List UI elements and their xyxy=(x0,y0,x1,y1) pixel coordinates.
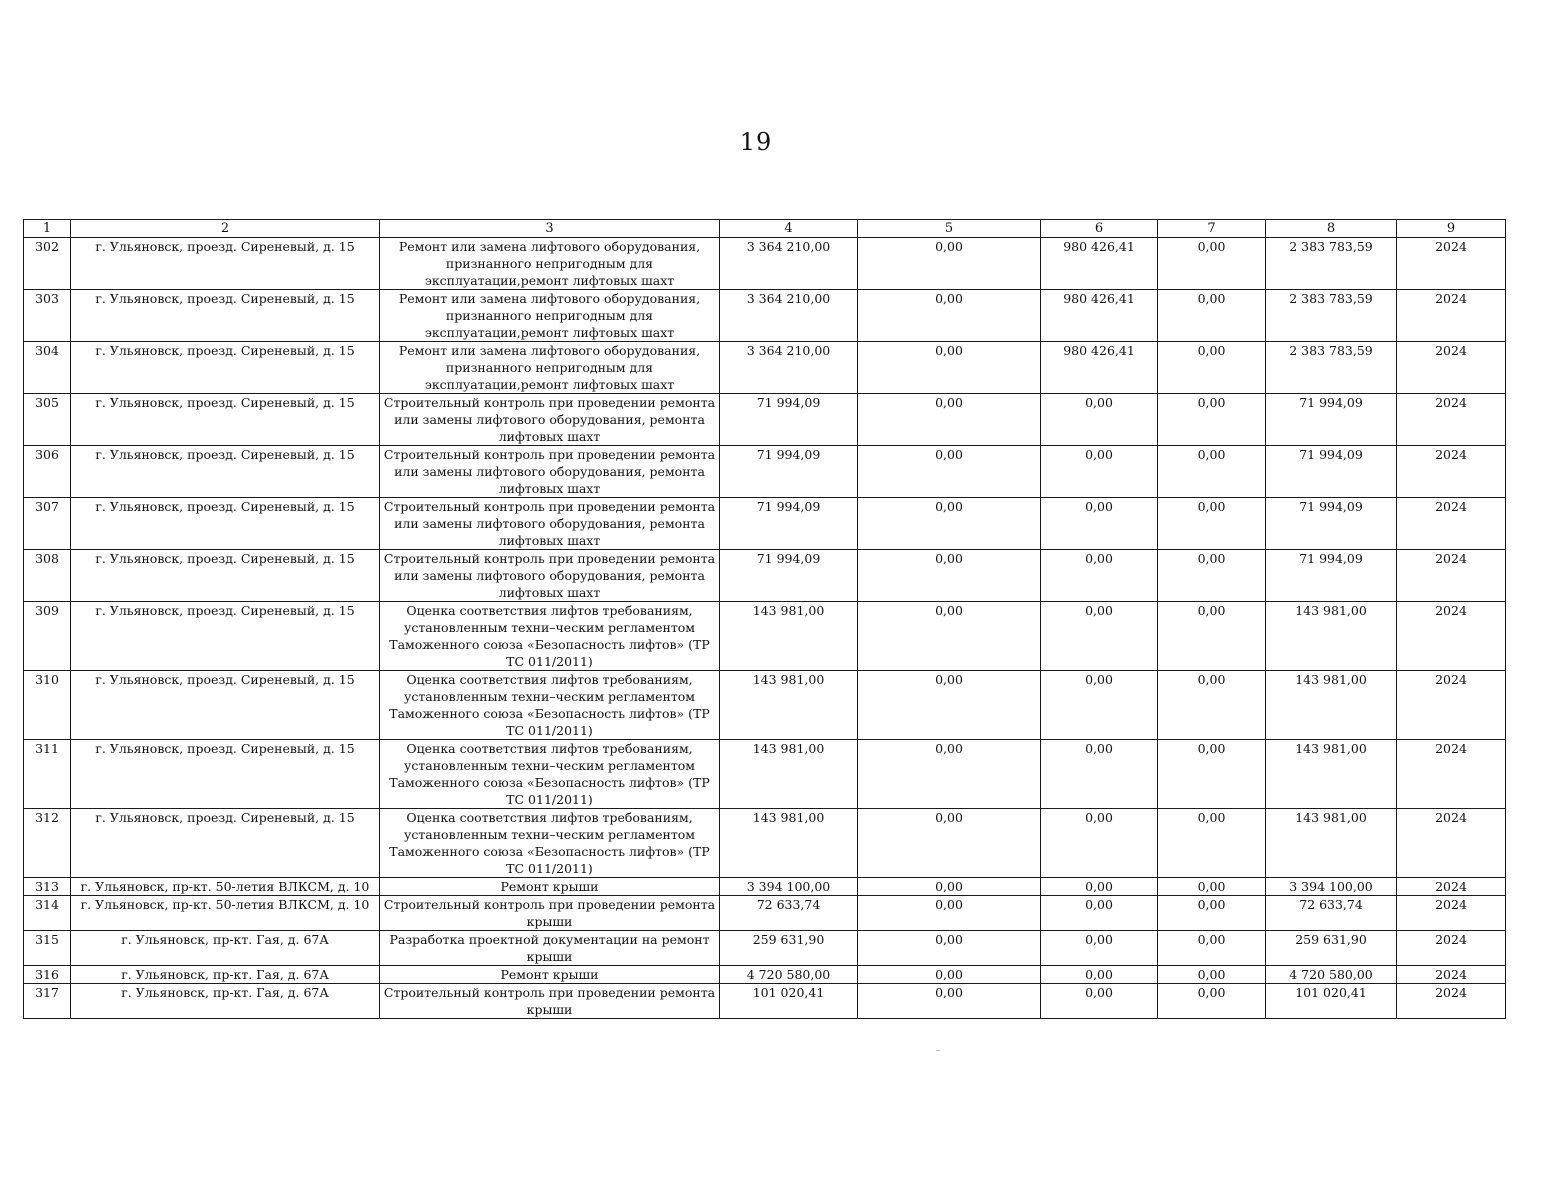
value-cell: 0,00 xyxy=(1158,878,1266,896)
value-cell: 0,00 xyxy=(1041,602,1158,671)
value-cell: 0,00 xyxy=(1041,446,1158,498)
year-cell: 2024 xyxy=(1397,878,1506,896)
table-row xyxy=(24,809,1506,878)
value-cell: 0,00 xyxy=(858,878,1041,896)
value-cell: 0,00 xyxy=(858,966,1041,984)
value-cell: 3 364 210,00 xyxy=(720,342,858,394)
year-cell: 2024 xyxy=(1397,896,1506,931)
value-cell: 0,00 xyxy=(1041,896,1158,931)
column-header: 7 xyxy=(1158,220,1266,238)
value-cell: 143 981,00 xyxy=(720,809,858,878)
year-cell: 2024 xyxy=(1397,394,1506,446)
value-cell: 101 020,41 xyxy=(720,984,858,1019)
value-cell: 0,00 xyxy=(1041,878,1158,896)
table-row xyxy=(24,550,1506,602)
value-cell: 0,00 xyxy=(1041,809,1158,878)
table-row xyxy=(24,290,1506,342)
table-row xyxy=(24,740,1506,809)
table-row xyxy=(24,931,1506,966)
value-cell: 0,00 xyxy=(1158,671,1266,740)
value-cell: 0,00 xyxy=(1041,966,1158,984)
value-cell: 3 394 100,00 xyxy=(720,878,858,896)
address-cell: г. Ульяновск, проезд. Сиреневый, д. 15 xyxy=(71,602,380,671)
address-cell: г. Ульяновск, проезд. Сиреневый, д. 15 xyxy=(71,238,380,290)
address-cell: г. Ульяновск, проезд. Сиреневый, д. 15 xyxy=(71,446,380,498)
row-number: 307 xyxy=(24,498,71,550)
address-cell: г. Ульяновск, пр-кт. Гая, д. 67А xyxy=(71,984,380,1019)
value-cell: 0,00 xyxy=(858,671,1041,740)
value-cell: 0,00 xyxy=(858,342,1041,394)
value-cell: 0,00 xyxy=(858,238,1041,290)
value-cell: 0,00 xyxy=(1158,602,1266,671)
value-cell: 143 981,00 xyxy=(1266,602,1397,671)
work-type-cell: Ремонт крыши xyxy=(380,878,720,896)
value-cell: 0,00 xyxy=(1158,446,1266,498)
column-header: 2 xyxy=(71,220,380,238)
column-header: 9 xyxy=(1397,220,1506,238)
value-cell: 980 426,41 xyxy=(1041,290,1158,342)
value-cell: 0,00 xyxy=(858,394,1041,446)
work-type-cell: Ремонт или замена лифтового оборудования, признанного непригодным для эксплуатации,ремонт лифтовых шахт xyxy=(380,238,720,290)
address-cell: г. Ульяновск, проезд. Сиреневый, д. 15 xyxy=(71,342,380,394)
column-header: 3 xyxy=(380,220,720,238)
value-cell: 143 981,00 xyxy=(720,602,858,671)
value-cell: 0,00 xyxy=(1041,550,1158,602)
value-cell: 259 631,90 xyxy=(1266,931,1397,966)
value-cell: 0,00 xyxy=(858,498,1041,550)
value-cell: 0,00 xyxy=(1041,740,1158,809)
address-cell: г. Ульяновск, проезд. Сиреневый, д. 15 xyxy=(71,290,380,342)
table-row xyxy=(24,342,1506,394)
value-cell: 259 631,90 xyxy=(720,931,858,966)
value-cell: 143 981,00 xyxy=(1266,740,1397,809)
table-row xyxy=(24,394,1506,446)
year-cell: 2024 xyxy=(1397,671,1506,740)
value-cell: 2 383 783,59 xyxy=(1266,342,1397,394)
address-cell: г. Ульяновск, проезд. Сиреневый, д. 15 xyxy=(71,809,380,878)
work-type-cell: Строительный контроль при проведении ремонта крыши xyxy=(380,984,720,1019)
value-cell: 143 981,00 xyxy=(1266,671,1397,740)
row-number: 304 xyxy=(24,342,71,394)
value-cell: 0,00 xyxy=(1158,740,1266,809)
year-cell: 2024 xyxy=(1397,966,1506,984)
row-number: 305 xyxy=(24,394,71,446)
year-cell: 2024 xyxy=(1397,984,1506,1019)
table-row xyxy=(24,238,1506,290)
row-number: 314 xyxy=(24,896,71,931)
value-cell: 0,00 xyxy=(1041,394,1158,446)
value-cell: 143 981,00 xyxy=(720,740,858,809)
value-cell: 72 633,74 xyxy=(720,896,858,931)
work-type-cell: Оценка соответствия лифтов требованиям, установленным техни–ческим регламентом Таможенного союза «Безопасность лифтов» (ТР ТС 011/2011) xyxy=(380,740,720,809)
value-cell: 0,00 xyxy=(858,740,1041,809)
work-type-cell: Строительный контроль при проведении ремонта или замены лифтового оборудования, ремонта лифтовых шахт xyxy=(380,550,720,602)
value-cell: 0,00 xyxy=(858,809,1041,878)
address-cell: г. Ульяновск, пр-кт. 50-летия ВЛКСМ, д. 10 xyxy=(71,896,380,931)
value-cell: 3 394 100,00 xyxy=(1266,878,1397,896)
row-number: 312 xyxy=(24,809,71,878)
value-cell: 72 633,74 xyxy=(1266,896,1397,931)
row-number: 317 xyxy=(24,984,71,1019)
work-type-cell: Ремонт крыши xyxy=(380,966,720,984)
value-cell: 0,00 xyxy=(1158,238,1266,290)
value-cell: 71 994,09 xyxy=(1266,446,1397,498)
address-cell: г. Ульяновск, проезд. Сиреневый, д. 15 xyxy=(71,498,380,550)
work-type-cell: Разработка проектной документации на ремонт крыши xyxy=(380,931,720,966)
column-header: 1 xyxy=(24,220,71,238)
year-cell: 2024 xyxy=(1397,498,1506,550)
address-cell: г. Ульяновск, пр-кт. 50-летия ВЛКСМ, д. 10 xyxy=(71,878,380,896)
value-cell: 143 981,00 xyxy=(720,671,858,740)
value-cell: 101 020,41 xyxy=(1266,984,1397,1019)
year-cell: 2024 xyxy=(1397,809,1506,878)
value-cell: 0,00 xyxy=(858,290,1041,342)
column-header: 5 xyxy=(858,220,1041,238)
value-cell: 0,00 xyxy=(858,602,1041,671)
row-number: 306 xyxy=(24,446,71,498)
value-cell: 71 994,09 xyxy=(1266,550,1397,602)
address-cell: г. Ульяновск, пр-кт. Гая, д. 67А xyxy=(71,966,380,984)
year-cell: 2024 xyxy=(1397,550,1506,602)
address-cell: г. Ульяновск, проезд. Сиреневый, д. 15 xyxy=(71,671,380,740)
address-cell: г. Ульяновск, пр-кт. Гая, д. 67А xyxy=(71,931,380,966)
year-cell: 2024 xyxy=(1397,290,1506,342)
value-cell: 0,00 xyxy=(1158,394,1266,446)
table-row xyxy=(24,966,1506,984)
value-cell: 0,00 xyxy=(858,550,1041,602)
address-cell: г. Ульяновск, проезд. Сиреневый, д. 15 xyxy=(71,550,380,602)
column-header: 6 xyxy=(1041,220,1158,238)
row-number: 309 xyxy=(24,602,71,671)
value-cell: 0,00 xyxy=(858,896,1041,931)
value-cell: 2 383 783,59 xyxy=(1266,238,1397,290)
year-cell: 2024 xyxy=(1397,446,1506,498)
value-cell: 71 994,09 xyxy=(720,498,858,550)
year-cell: 2024 xyxy=(1397,931,1506,966)
value-cell: 0,00 xyxy=(858,931,1041,966)
table-row xyxy=(24,984,1506,1019)
value-cell: 2 383 783,59 xyxy=(1266,290,1397,342)
value-cell: 0,00 xyxy=(1158,966,1266,984)
value-cell: 0,00 xyxy=(1158,290,1266,342)
table-row xyxy=(24,896,1506,931)
table-row xyxy=(24,671,1506,740)
repair-program-table xyxy=(23,219,1506,1019)
value-cell: 0,00 xyxy=(1158,931,1266,966)
row-number: 303 xyxy=(24,290,71,342)
work-type-cell: Строительный контроль при проведении ремонта или замены лифтового оборудования, ремонта лифтовых шахт xyxy=(380,498,720,550)
value-cell: 0,00 xyxy=(1041,931,1158,966)
work-type-cell: Строительный контроль при проведении ремонта крыши xyxy=(380,896,720,931)
value-cell: 980 426,41 xyxy=(1041,238,1158,290)
address-cell: г. Ульяновск, проезд. Сиреневый, д. 15 xyxy=(71,740,380,809)
value-cell: 4 720 580,00 xyxy=(720,966,858,984)
value-cell: 71 994,09 xyxy=(720,446,858,498)
year-cell: 2024 xyxy=(1397,602,1506,671)
value-cell: 3 364 210,00 xyxy=(720,290,858,342)
value-cell: 3 364 210,00 xyxy=(720,238,858,290)
year-cell: 2024 xyxy=(1397,342,1506,394)
row-number: 316 xyxy=(24,966,71,984)
row-number: 302 xyxy=(24,238,71,290)
address-cell: г. Ульяновск, проезд. Сиреневый, д. 15 xyxy=(71,394,380,446)
year-cell: 2024 xyxy=(1397,740,1506,809)
work-type-cell: Ремонт или замена лифтового оборудования, признанного непригодным для эксплуатации,ремонт лифтовых шахт xyxy=(380,342,720,394)
value-cell: 71 994,09 xyxy=(1266,498,1397,550)
value-cell: 0,00 xyxy=(1158,342,1266,394)
value-cell: 980 426,41 xyxy=(1041,342,1158,394)
work-type-cell: Ремонт или замена лифтового оборудования, признанного непригодным для эксплуатации,ремонт лифтовых шахт xyxy=(380,290,720,342)
row-number: 311 xyxy=(24,740,71,809)
value-cell: 0,00 xyxy=(858,446,1041,498)
work-type-cell: Оценка соответствия лифтов требованиям, установленным техни–ческим регламентом Таможенного союза «Безопасность лифтов» (ТР ТС 011/2011) xyxy=(380,602,720,671)
column-header: 4 xyxy=(720,220,858,238)
value-cell: 4 720 580,00 xyxy=(1266,966,1397,984)
row-number: 315 xyxy=(24,931,71,966)
year-cell: 2024 xyxy=(1397,238,1506,290)
value-cell: 71 994,09 xyxy=(1266,394,1397,446)
value-cell: 71 994,09 xyxy=(720,550,858,602)
work-type-cell: Оценка соответствия лифтов требованиям, установленным техни–ческим регламентом Таможенного союза «Безопасность лифтов» (ТР ТС 011/2011) xyxy=(380,671,720,740)
table-row xyxy=(24,602,1506,671)
row-number: 313 xyxy=(24,878,71,896)
work-type-cell: Строительный контроль при проведении ремонта или замены лифтового оборудования, ремонта лифтовых шахт xyxy=(380,446,720,498)
row-number: 308 xyxy=(24,550,71,602)
column-header: 8 xyxy=(1266,220,1397,238)
value-cell: 71 994,09 xyxy=(720,394,858,446)
value-cell: 143 981,00 xyxy=(1266,809,1397,878)
row-number: 310 xyxy=(24,671,71,740)
table-header-row xyxy=(24,220,1506,238)
table-row xyxy=(24,446,1506,498)
value-cell: 0,00 xyxy=(1158,809,1266,878)
table-row xyxy=(24,498,1506,550)
value-cell: 0,00 xyxy=(1158,550,1266,602)
page-number: 19 xyxy=(739,128,773,156)
value-cell: 0,00 xyxy=(1158,984,1266,1019)
table-row xyxy=(24,878,1506,896)
work-type-cell: Оценка соответствия лифтов требованиям, установленным техни–ческим регламентом Таможенного союза «Безопасность лифтов» (ТР ТС 011/2011) xyxy=(380,809,720,878)
value-cell: 0,00 xyxy=(1158,896,1266,931)
value-cell: 0,00 xyxy=(1041,984,1158,1019)
value-cell: 0,00 xyxy=(1158,498,1266,550)
work-type-cell: Строительный контроль при проведении ремонта или замены лифтового оборудования, ремонта лифтовых шахт xyxy=(380,394,720,446)
value-cell: 0,00 xyxy=(858,984,1041,1019)
scan-speck xyxy=(936,1050,940,1051)
value-cell: 0,00 xyxy=(1041,498,1158,550)
value-cell: 0,00 xyxy=(1041,671,1158,740)
